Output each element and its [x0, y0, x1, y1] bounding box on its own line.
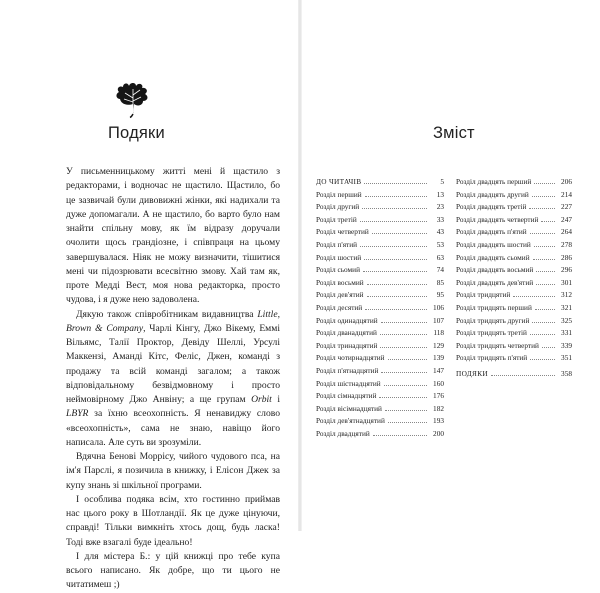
- toc-entry-label: Розділ двадцять третій: [456, 202, 527, 212]
- toc-entry-page: 95: [436, 290, 444, 300]
- toc-entry-page: 85: [436, 277, 444, 287]
- toc-entry: [456, 265, 572, 278]
- toc-entry: [316, 429, 444, 442]
- toc-leader-dots: [536, 271, 555, 272]
- toc-entry-page: 351: [561, 353, 572, 363]
- oak-leaf-icon: [113, 78, 153, 118]
- toc-entry-page: 301: [561, 277, 572, 287]
- ack-paragraph-3: Вдячна Бенові Моррісу, чийого чудового пса, на ім'я Парслі, я позичила в книжку, і Елісон Джек за купу знань зі шкільної програми.: [66, 451, 280, 491]
- toc-entry: [316, 353, 444, 366]
- toc-entry-page: 296: [561, 265, 572, 275]
- toc-entry-page: 227: [561, 202, 572, 212]
- toc-entry-label: Розділ тринадцятий: [316, 340, 378, 350]
- toc-entry-page: 176: [433, 391, 444, 401]
- toc-entry: [456, 290, 572, 303]
- ack-paragraph-5: І для містера Б.: у цій книжці про тебе купа всього написано. Як добре, що ти цього не читатимеш ;): [66, 550, 280, 591]
- toc-entry: [456, 353, 572, 366]
- toc-entry: [456, 202, 572, 215]
- toc-leader-dots: [533, 259, 555, 260]
- toc-leader-dots: [542, 347, 555, 348]
- toc-leader-dots: [360, 221, 427, 222]
- toc-entry: [456, 190, 572, 203]
- toc-leader-dots: [360, 246, 427, 247]
- toc-entry-label: Розділ дев'ятий: [316, 290, 364, 300]
- toc-entry-page: 118: [433, 328, 444, 338]
- toc-leader-dots: [535, 309, 555, 310]
- toc-entry-label: Розділ двадцятий: [316, 428, 370, 438]
- toc-entry: [316, 215, 444, 228]
- toc-entry-label: Розділ другий: [316, 202, 360, 212]
- toc-entry-page: 358: [561, 368, 572, 378]
- toc-entry: [316, 303, 444, 316]
- toc-leader-dots: [529, 208, 555, 209]
- toc-entry-page: 160: [433, 378, 444, 388]
- toc-entry-label: Розділ двадцять восьмий: [456, 265, 534, 275]
- toc-entry: [316, 341, 444, 354]
- toc-leader-dots: [536, 284, 555, 285]
- toc-leader-dots: [388, 359, 427, 360]
- toc-entry-page: 339: [561, 340, 572, 350]
- toc-entry-page: 200: [433, 428, 444, 438]
- toc-entry: [316, 391, 444, 404]
- toc-entry-page: 286: [561, 252, 572, 262]
- ack-paragraph-1: У письменницькому житті мені й щастило з редакторами, і водночас не щастило. Щастило, бо це зазвичай були дивовижні жінки, які надихали та дуже допомагали. А не щастило, бо варто було нам знайти спільну мову, як їм відразу доручали очолити щось грандіозне, і співпраця на цьому завершувалася. Ніяк не можу визначити, тішитися мені чи підозрювати всесвітню змову. Хай там як, проте Медді Вест, моя нова редакторка, просто чудова, і я дуже нею задоволена.: [66, 166, 280, 306]
- toc-leader-dots: [530, 233, 555, 234]
- imprint-orbit: Orbit: [251, 394, 272, 405]
- toc-entry-label: Розділ тридцять четвертий: [456, 340, 539, 350]
- toc-entry-page: 264: [561, 227, 572, 237]
- toc-entry-page: 106: [433, 302, 444, 312]
- toc-entry-label: Розділ шістнадцятий: [316, 378, 381, 388]
- acknowledgements-title: Подяки: [108, 124, 165, 142]
- toc-entry: [316, 328, 444, 341]
- toc-entry: [316, 190, 444, 203]
- contents-title: Зміст: [433, 124, 475, 142]
- toc-entry-page: 23: [436, 202, 444, 212]
- toc-leader-dots: [530, 334, 555, 335]
- toc-entry-label: Розділ двадцять другий: [456, 189, 529, 199]
- toc-leader-dots: [367, 296, 427, 297]
- toc-column-right: [456, 177, 572, 382]
- toc-leader-dots: [364, 259, 427, 260]
- toc-entry: [456, 303, 572, 316]
- toc-leader-dots: [363, 271, 427, 272]
- toc-entry-label: Розділ тридцять перший: [456, 302, 532, 312]
- toc-entry-label: Розділ тридцять другий: [456, 315, 530, 325]
- toc-entry-page: 147: [433, 365, 444, 375]
- toc-leader-dots: [381, 372, 427, 373]
- toc-entry: [316, 202, 444, 215]
- toc-entry-label: Розділ тридцять п'ятий: [456, 353, 528, 363]
- toc-entry: [316, 240, 444, 253]
- toc-entry-page: 312: [561, 290, 572, 300]
- toc-entry: [316, 253, 444, 266]
- toc-leader-dots: [373, 435, 427, 436]
- toc-entry-page: 5: [440, 177, 444, 186]
- toc-leader-dots: [364, 183, 427, 184]
- toc-leader-dots: [380, 347, 427, 348]
- imprint-lbyr: LBYR: [66, 408, 89, 420]
- toc-entry-label: Розділ дев'ятнадцятий: [316, 416, 385, 426]
- toc-entry-page: 13: [436, 189, 444, 199]
- toc-entry: [316, 177, 444, 190]
- toc-entry-label: Розділ тридцять третій: [456, 328, 527, 338]
- toc-leader-dots: [365, 309, 427, 310]
- toc-entry: [316, 404, 444, 417]
- toc-entry-label: Розділ двадцять шостий: [456, 239, 531, 249]
- toc-entry-label: Розділ двадцять перший: [456, 177, 532, 186]
- toc-entry-page: 129: [433, 340, 444, 350]
- toc-entry-label: Розділ дванадцятий: [316, 328, 377, 338]
- toc-entry-page: 43: [436, 227, 444, 237]
- ack-paragraph-2: Дякую також співробітникам видавництва Little, Brown & Company, Чарлі Кінгу, Джо Вікему, Еммі Вільямс, Талії Проктор, Девіду Шеллі, Урсулі Маккензі, Аманді Кітс, Феліс, Джен, команді з продажу та всій команді загалом; а також відповідальному безвідмовному і просто неймовірному Джо Анвіну; а ще групам Orbit і LBYR за їхню всеохопність. Я ненавиджу слово «всеохопність», сама не знаю, навіщо його написала. Але суть ви зрозуміли.: [66, 308, 280, 448]
- toc-entry: [456, 177, 572, 190]
- toc-entry-page: 331: [561, 328, 572, 338]
- toc-entry: [456, 240, 572, 253]
- toc-entry: [456, 227, 572, 240]
- toc-leader-dots: [532, 322, 555, 323]
- toc-entry-label: Розділ четвертий: [316, 227, 369, 237]
- toc-entry-label: Розділ двадцять дев'ятий: [456, 277, 534, 287]
- toc-column-left: [316, 177, 444, 441]
- toc-entry-label: Розділ сімнадцятий: [316, 391, 377, 401]
- toc-entry-label: ПОДЯКИ: [456, 368, 488, 378]
- toc-entry: [316, 265, 444, 278]
- toc-entry-page: 63: [436, 252, 444, 262]
- toc-entry-label: Розділ двадцять сьомий: [456, 252, 530, 262]
- toc-leader-dots: [385, 410, 427, 411]
- toc-leader-dots: [541, 221, 555, 222]
- toc-entry: [456, 253, 572, 266]
- toc-leader-dots: [380, 334, 427, 335]
- toc-entry-label: Розділ тридцятий: [456, 290, 511, 300]
- toc-entry-page: 193: [433, 416, 444, 426]
- toc-entry-label: Розділ двадцять п'ятий: [456, 227, 527, 237]
- toc-entry: [316, 290, 444, 303]
- toc-leader-dots: [534, 246, 555, 247]
- toc-entry: [456, 328, 572, 341]
- toc-leader-dots: [532, 196, 555, 197]
- toc-entry-label: Розділ одинадцятий: [316, 315, 378, 325]
- acknowledgements-body: [66, 165, 280, 593]
- toc-leader-dots: [530, 359, 555, 360]
- toc-entry: [456, 341, 572, 354]
- toc-entry: [316, 278, 444, 291]
- toc-leader-dots: [379, 397, 427, 398]
- toc-leader-dots: [372, 233, 427, 234]
- toc-entry-page: 53: [436, 239, 444, 249]
- toc-leader-dots: [534, 183, 555, 184]
- toc-entry-page: 74: [436, 265, 444, 275]
- toc-entry: [316, 227, 444, 240]
- toc-entry-page: 33: [436, 214, 444, 224]
- publisher-name: Little, Brown & Company: [66, 308, 280, 334]
- toc-entry: [316, 379, 444, 392]
- toc-entry-page: 139: [433, 353, 444, 363]
- toc-entry-label: Розділ чотирнадцятий: [316, 353, 385, 363]
- toc-leader-dots: [362, 208, 427, 209]
- toc-entry: [456, 215, 572, 228]
- toc-entry-label: Розділ третій: [316, 214, 357, 224]
- toc-entry: [316, 316, 444, 329]
- toc-entry: [456, 278, 572, 291]
- toc-entry-label: Розділ двадцять четвертий: [456, 214, 539, 224]
- toc-entry-page: 321: [561, 302, 572, 312]
- toc-leader-dots: [381, 322, 427, 323]
- toc-leader-dots: [367, 284, 427, 285]
- toc-entry-page: 182: [433, 403, 444, 413]
- toc-entry-label: ДО ЧИТАЧІВ: [316, 177, 362, 186]
- toc-leader-dots: [513, 296, 555, 297]
- toc-entry-label: Розділ десятий: [316, 302, 363, 312]
- toc-entry-label: Розділ п'ятий: [316, 239, 358, 249]
- toc-entry-page: 107: [433, 315, 444, 325]
- toc-entry-page: 206: [561, 177, 572, 186]
- toc-entry-label: Розділ перший: [316, 189, 362, 199]
- toc-entry-label: Розділ шостий: [316, 252, 362, 262]
- toc-entry-page: 214: [561, 189, 572, 199]
- toc-entry: [456, 316, 572, 329]
- toc-entry: [316, 366, 444, 379]
- toc-entry-label: Розділ вісімнадцятий: [316, 403, 382, 413]
- toc-entry-label: Розділ восьмий: [316, 277, 364, 287]
- toc-entry-page: 247: [561, 214, 572, 224]
- ack-paragraph-4: І особлива подяка всім, хто гостинно приймав нас цього року в Шотландії. Як це дуже цінуючи, справді! Тільки вимкніть хтось дощ, будь ласка! Тоді вже взагалі буде ідеально!: [66, 493, 280, 548]
- toc-entry-page: 278: [561, 239, 572, 249]
- book-spine: [298, 0, 302, 531]
- toc-leader-dots: [365, 196, 427, 197]
- toc-leader-dots: [491, 375, 555, 376]
- toc-leader-dots: [384, 385, 427, 386]
- toc-entry: [456, 369, 572, 382]
- toc-entry-label: Розділ сьомий: [316, 265, 360, 275]
- toc-leader-dots: [388, 422, 427, 423]
- toc-entry-page: 325: [561, 315, 572, 325]
- toc-entry: [316, 416, 444, 429]
- toc-entry-label: Розділ п'ятнадцятий: [316, 365, 379, 375]
